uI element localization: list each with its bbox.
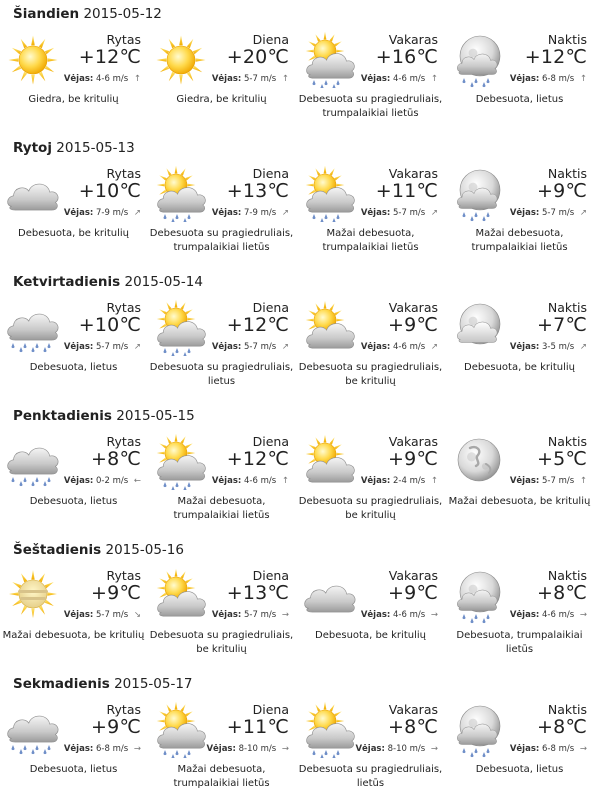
forecast-slot [446,434,593,534]
night-rain-icon [450,32,508,88]
temperature: +8℃ [388,716,438,738]
day-date: 2015-05-17 [114,676,193,692]
day-name: Rytoj [13,140,52,156]
weather-description: Debesuota su pragiedruliais, trumpalaikiai lietūs [298,94,443,119]
weather-description: Mažai debesuota, be kritulių [2,630,145,641]
wind-direction-icon: ↘ [133,610,141,620]
forecast-slot [148,32,295,132]
period-label: Naktis [547,300,587,315]
weather-description: Debesuota su pragiedruliais, be kritulių [298,362,443,387]
wind-direction-icon: ↗ [579,342,587,352]
forecast-slot [446,568,593,668]
forecast-slot [148,300,295,400]
partly-cloudy-rain-icon [152,702,210,758]
night-cloud-icon [450,300,508,356]
period-label: Naktis [547,32,587,47]
night-rain-icon [450,568,508,624]
wind-speed: 4-6 m/s [542,610,575,620]
period-label: Rytas [106,568,141,583]
cloud-icon [301,568,359,624]
temperature: +9℃ [388,448,438,470]
wind-speed: 5-7 m/s [244,342,277,352]
wind-label: Vėjas: [509,342,540,352]
weather-description: Debesuota, lietus [475,94,564,105]
temperature: +12℃ [524,46,587,68]
wind-direction-icon: → [579,610,587,620]
wind-label: Vėjas: [360,342,391,352]
day-section [0,670,595,804]
period-label: Diena [252,166,289,181]
wind-label: Vėjas: [509,744,540,754]
wind-speed: 3-5 m/s [542,342,575,352]
period-label: Naktis [547,166,587,181]
wind-direction-icon: → [281,610,289,620]
rain-cloud-icon [4,702,62,758]
wind-speed: 5-7 m/s [96,342,129,352]
wind-speed: 7-9 m/s [244,208,277,218]
period-label: Naktis [547,568,587,583]
weather-description: Mažai debesuota, trumpalaikiai lietūs [471,228,568,253]
weather-description: Mažai debesuota, trumpalaikiai lietūs [173,764,270,789]
wind-speed: 4-6 m/s [393,342,426,352]
wind-info [361,342,438,352]
wind-label: Vėjas: [360,74,391,84]
wind-speed: 4-6 m/s [393,74,426,84]
wind-label: Vėjas: [63,342,94,352]
day-section [0,402,595,536]
wind-info [212,610,289,620]
weather-description: Debesuota su pragiedruliais, lietūs [298,764,443,789]
wind-info [355,744,438,754]
day-date: 2015-05-13 [56,140,135,156]
weather-description: Giedra, be kritulių [28,94,119,105]
wind-speed: 6-8 m/s [96,744,129,754]
period-label: Rytas [106,166,141,181]
period-label: Rytas [106,434,141,449]
wind-speed: 6-8 m/s [542,744,575,754]
period-label: Rytas [106,32,141,47]
period-label: Vakaras [388,166,438,181]
period-label: Rytas [106,702,141,717]
cloud-icon [4,166,62,222]
day-date: 2015-05-12 [83,6,162,22]
wind-speed: 4-6 m/s [244,476,277,486]
weather-description: Debesuota, lietus [29,764,118,775]
wind-label: Vėjas: [206,744,236,754]
temperature: +13℃ [226,180,289,202]
wind-label: Vėjas: [211,74,242,84]
temperature: +20℃ [226,46,289,68]
partly-cloudy-icon [301,434,359,490]
wind-direction-icon: ↗ [579,208,587,218]
wind-info [212,476,289,486]
partly-cloudy-rain-icon [301,166,359,222]
wind-speed: 6-8 m/s [542,74,575,84]
forecast-slot [148,166,295,266]
night-rain-icon [450,702,508,758]
partly-cloudy-rain-icon [152,166,210,222]
wind-info [510,476,587,486]
wind-info [510,74,587,84]
wind-info [212,342,289,352]
temperature: +11℃ [226,716,289,738]
wind-info [510,208,587,218]
sun-icon [152,32,210,88]
period-label: Diena [252,32,289,47]
wind-direction-icon: ↑ [579,74,587,84]
wind-label: Vėjas: [509,74,540,84]
wind-speed: 8-10 m/s [387,744,426,754]
wind-info [212,74,289,84]
period-label: Vakaras [388,568,438,583]
wind-info [64,476,141,486]
wind-direction-icon: → [430,610,438,620]
wind-label: Vėjas: [211,476,242,486]
wind-direction-icon: ↑ [430,476,438,486]
temperature: +10℃ [78,314,141,336]
wind-direction-icon: ↑ [430,74,438,84]
temperature: +8℃ [91,448,141,470]
weather-description: Debesuota, lietus [29,496,118,507]
wind-label: Vėjas: [211,208,242,218]
day-header [13,274,203,290]
temperature: +13℃ [226,582,289,604]
forecast-slot [446,300,593,400]
wind-label: Vėjas: [355,744,385,754]
day-date: 2015-05-16 [105,542,184,558]
period-label: Vakaras [388,32,438,47]
wind-direction-icon: ↗ [281,342,289,352]
wind-direction-icon: ↗ [133,342,141,352]
temperature: +9℃ [537,180,587,202]
wind-direction-icon: ↗ [430,208,438,218]
forecast-slot [446,32,593,132]
wind-speed: 5-7 m/s [244,610,277,620]
wind-direction-icon: ↑ [579,476,587,486]
wind-label: Vėjas: [63,208,94,218]
temperature: +9℃ [388,582,438,604]
wind-label: Vėjas: [509,476,540,486]
wind-info [510,744,587,754]
temperature: +12℃ [78,46,141,68]
temperature: +11℃ [375,180,438,202]
forecast-slot [0,434,147,534]
forecast-slot [446,702,593,802]
wind-info [361,610,438,620]
period-label: Naktis [547,702,587,717]
partly-cloudy-icon [152,568,210,624]
day-section [0,536,595,670]
wind-info [64,610,141,620]
wind-label: Vėjas: [360,610,391,620]
wind-direction-icon: ↑ [281,476,289,486]
wind-direction-icon: → [579,744,587,754]
forecast-slot [297,702,444,802]
wind-label: Vėjas: [63,476,94,486]
wind-info [361,208,438,218]
wind-label: Vėjas: [509,208,540,218]
day-date: 2015-05-15 [116,408,195,424]
temperature: +12℃ [226,448,289,470]
wind-label: Vėjas: [509,610,540,620]
period-label: Vakaras [388,434,438,449]
weather-description: Giedra, be kritulių [176,94,267,105]
wind-label: Vėjas: [360,476,391,486]
night-clear-icon [450,434,508,490]
wind-speed: 4-6 m/s [96,74,129,84]
wind-direction-icon: ← [133,476,141,486]
weather-description: Debesuota, lietus [475,764,564,775]
weather-description: Debesuota, trumpalaikiai lietūs [456,630,583,655]
day-name: Šeštadienis [13,542,102,558]
wind-info [64,74,141,84]
wind-speed: 5-7 m/s [393,208,426,218]
temperature: +16℃ [375,46,438,68]
wind-label: Vėjas: [360,208,391,218]
period-label: Diena [252,434,289,449]
temperature: +5℃ [537,448,587,470]
period-label: Vakaras [388,702,438,717]
day-section [0,134,595,268]
forecast-slot [297,166,444,266]
wind-speed: 8-10 m/s [238,744,277,754]
weather-description: Mažai debesuota, trumpalaikiai lietūs [173,496,270,521]
temperature: +9℃ [388,314,438,336]
period-label: Vakaras [388,300,438,315]
day-section [0,0,595,134]
wind-speed: 5-7 m/s [542,476,575,486]
wind-speed: 4-6 m/s [393,610,426,620]
day-header [13,542,184,558]
wind-info [206,744,289,754]
forecast-slot [297,568,444,668]
period-label: Diena [252,568,289,583]
forecast-slot [148,702,295,802]
day-header [13,676,193,692]
wind-speed: 7-9 m/s [96,208,129,218]
wind-speed: 2-4 m/s [393,476,426,486]
temperature: +8℃ [537,582,587,604]
day-header [13,140,135,156]
rain-cloud-icon [4,434,62,490]
period-label: Rytas [106,300,141,315]
forecast-slot [148,568,295,668]
day-header [13,6,162,22]
night-rain-icon [450,166,508,222]
wind-info [212,208,289,218]
wind-label: Vėjas: [211,610,242,620]
wind-info [64,744,141,754]
temperature: +10℃ [78,180,141,202]
weather-description: Debesuota, be kritulių [18,228,129,239]
weather-description: Debesuota su pragiedruliais, be kritulių [298,496,443,521]
partly-cloudy-rain-icon [301,32,359,88]
weather-description: Mažai debesuota, be kritulių [448,496,591,507]
forecast-slot [0,300,147,400]
wind-direction-icon: ↗ [133,208,141,218]
wind-speed: 5-7 m/s [96,610,129,620]
period-label: Naktis [547,434,587,449]
wind-info [64,342,141,352]
wind-direction-icon: ↗ [430,342,438,352]
temperature: +9℃ [91,582,141,604]
wind-label: Vėjas: [211,342,242,352]
wind-direction-icon: ↑ [133,74,141,84]
wind-info [510,342,587,352]
weather-description: Debesuota, lietus [29,362,118,373]
day-header [13,408,195,424]
day-name: Šiandien [13,6,80,22]
weather-description: Debesuota su pragiedruliais, trumpalaikiai lietūs [149,228,294,253]
partly-cloudy-rain-icon [152,300,210,356]
forecast-slot [148,434,295,534]
day-name: Ketvirtadienis [13,274,121,290]
temperature: +12℃ [226,314,289,336]
wind-direction-icon: → [281,744,289,754]
wind-label: Vėjas: [63,744,94,754]
wind-label: Vėjas: [63,610,94,620]
wind-info [361,476,438,486]
wind-info [64,208,141,218]
wind-direction-icon: ↑ [281,74,289,84]
sun-haze-icon [4,568,62,624]
wind-direction-icon: ↗ [281,208,289,218]
wind-speed: 5-7 m/s [244,74,277,84]
wind-direction-icon: → [430,744,438,754]
temperature: +8℃ [537,716,587,738]
weather-description: Debesuota, be kritulių [464,362,575,373]
forecast-slot [297,434,444,534]
partly-cloudy-icon [301,300,359,356]
period-label: Diena [252,300,289,315]
rain-cloud-icon [4,300,62,356]
wind-info [510,610,587,620]
wind-label: Vėjas: [63,74,94,84]
temperature: +7℃ [537,314,587,336]
sun-icon [4,32,62,88]
day-name: Penktadienis [13,408,112,424]
forecast-slot [446,166,593,266]
partly-cloudy-rain-icon [152,434,210,490]
wind-info [361,74,438,84]
weather-description: Debesuota, be kritulių [315,630,426,641]
wind-direction-icon: → [133,744,141,754]
forecast-slot [297,300,444,400]
weather-description: Debesuota su pragiedruliais, be kritulių [149,630,294,655]
forecast-slot [0,166,147,266]
partly-cloudy-rain-icon [301,702,359,758]
wind-speed: 0-2 m/s [96,476,129,486]
forecast-slot [0,568,147,668]
weather-description: Mažai debesuota, trumpalaikiai lietūs [322,228,419,253]
forecast-slot [0,32,147,132]
forecast-slot [297,32,444,132]
day-section [0,268,595,402]
day-date: 2015-05-14 [124,274,203,290]
forecast-slot [0,702,147,802]
period-label: Diena [252,702,289,717]
temperature: +9℃ [91,716,141,738]
weather-description: Debesuota su pragiedruliais, lietus [149,362,294,387]
day-name: Sekmadienis [13,676,110,692]
wind-speed: 5-7 m/s [542,208,575,218]
